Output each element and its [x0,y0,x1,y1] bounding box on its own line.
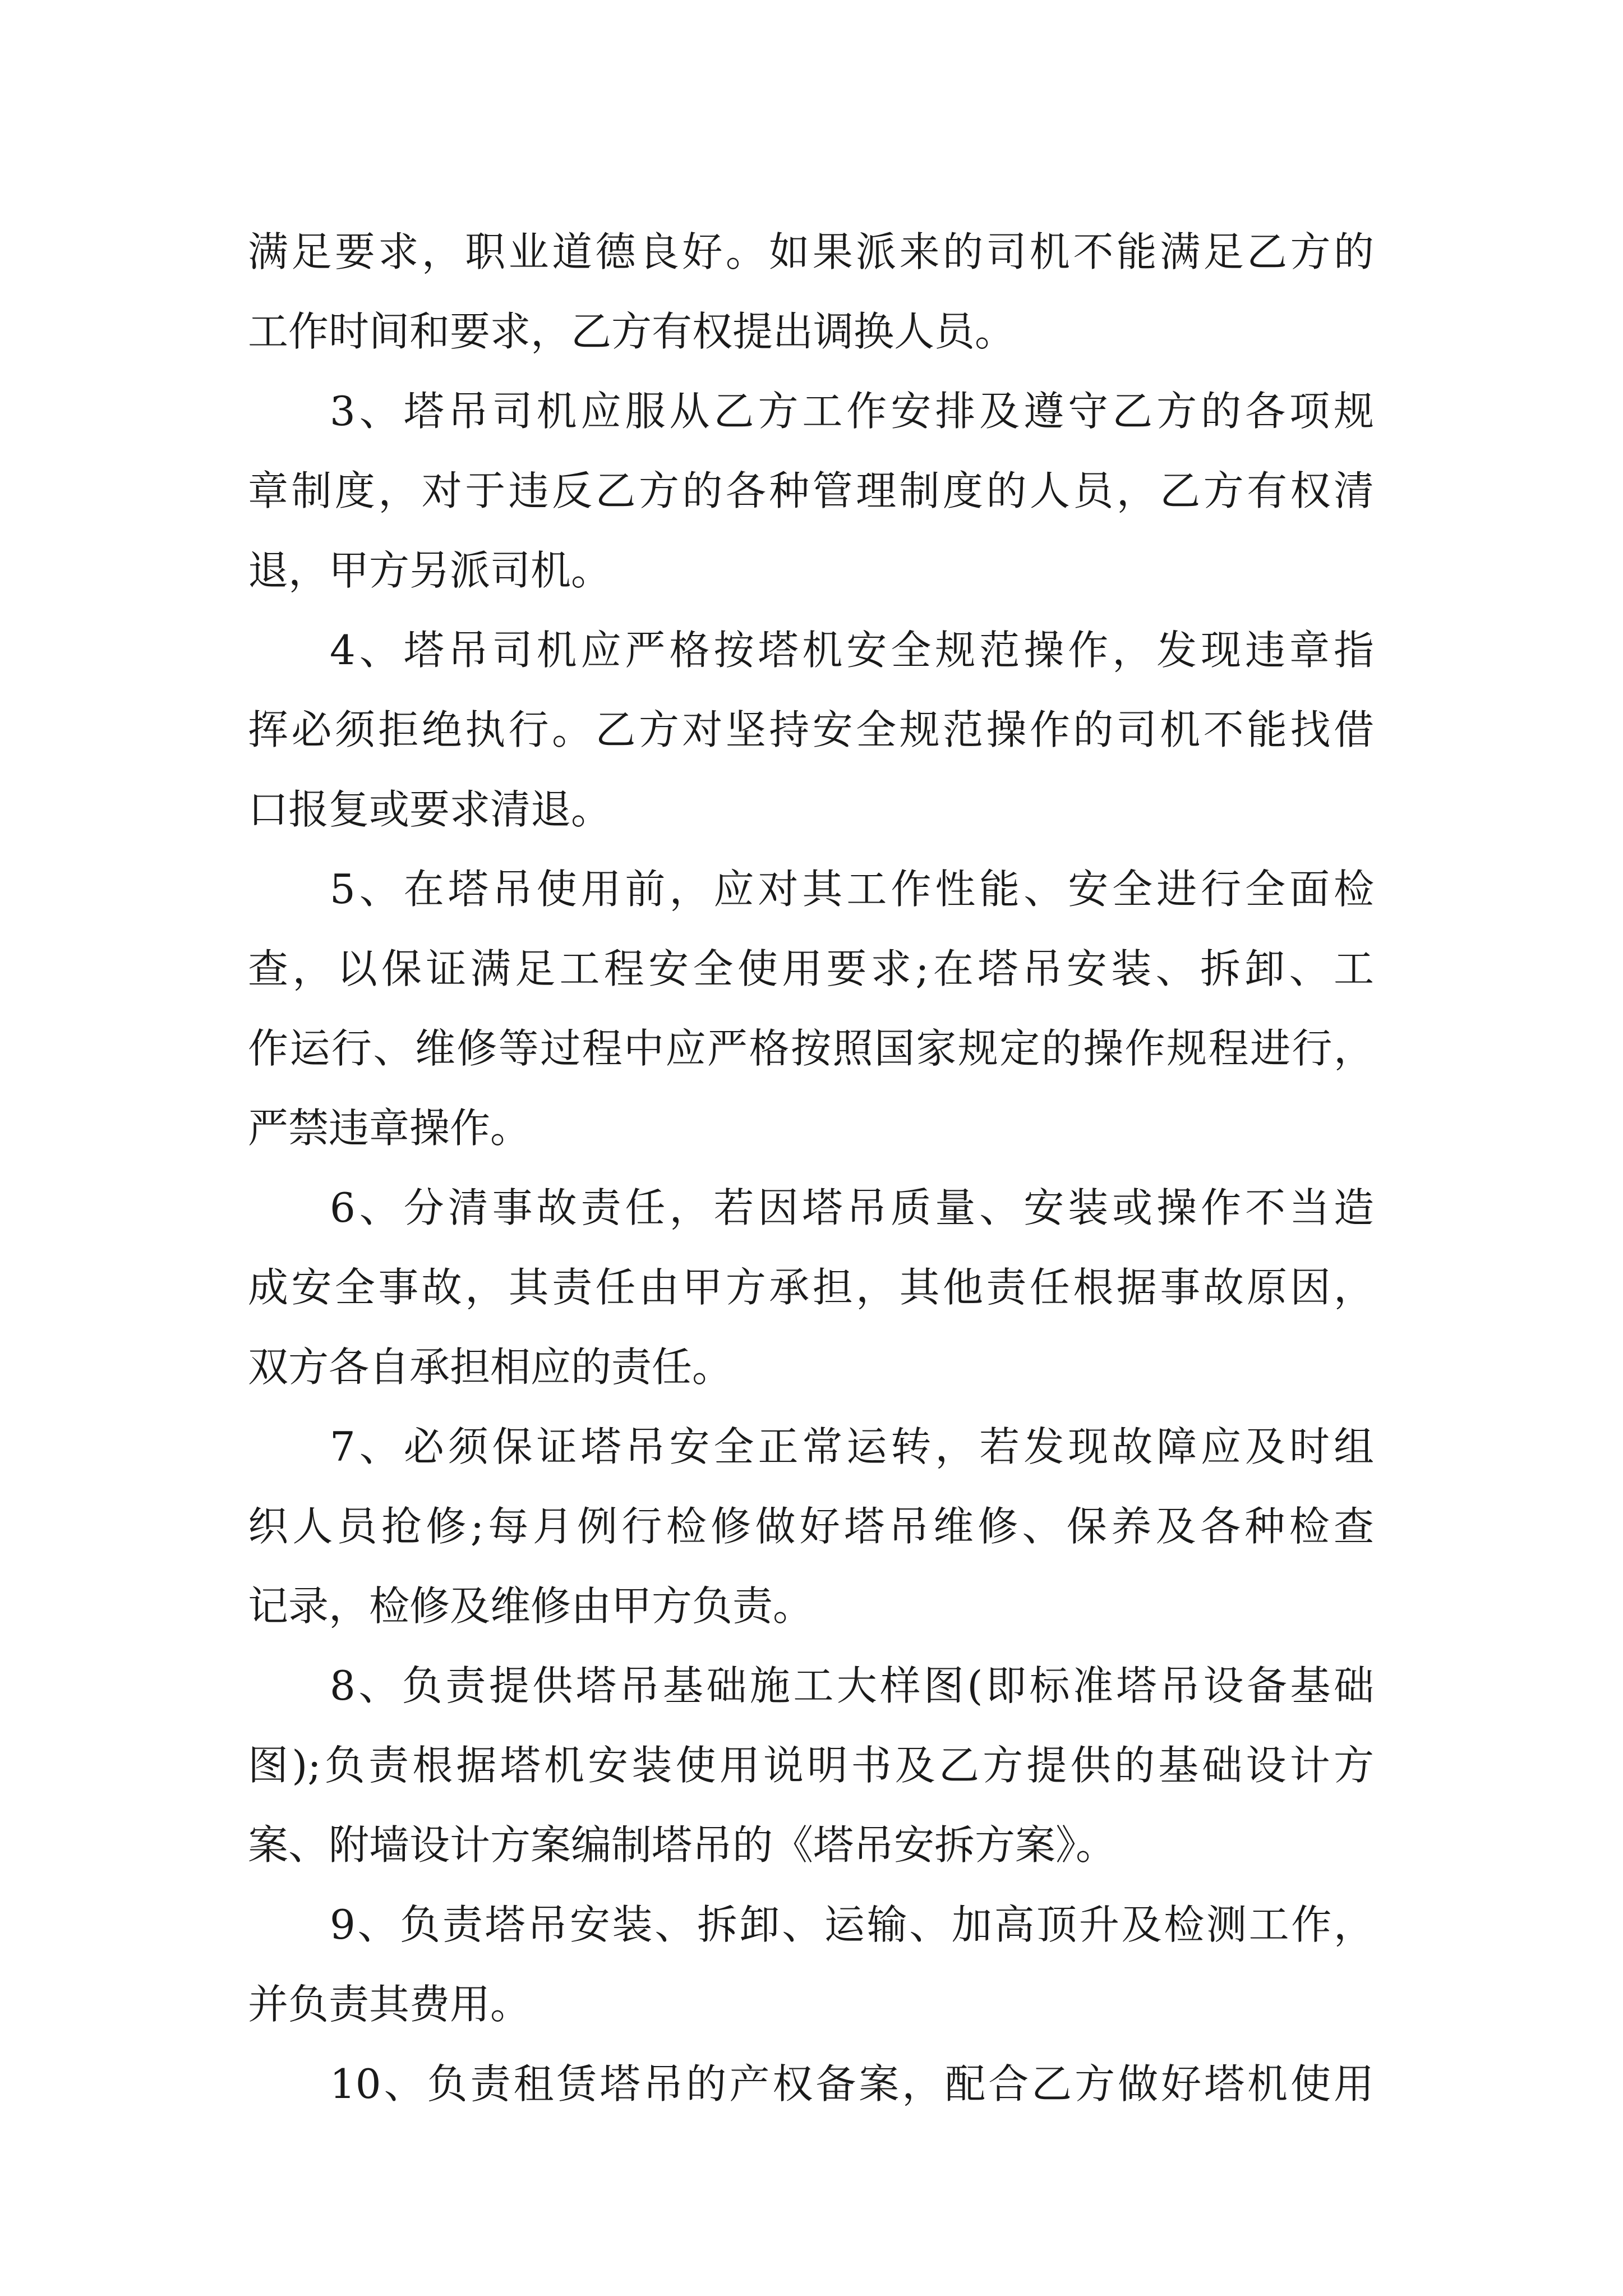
text-line: 满足要求，职业道德良好。如果派来的司机不能满足乙方的 [248,228,1374,275]
paragraph-5-first-line: 5、在塔吊使用前，应对其工作性能、安全进行全面检 [330,866,1374,913]
paragraph-3-first-line: 3、塔吊司机应服从乙方工作安排及遵守乙方的各项规 [330,388,1374,435]
text-line: 严禁违章操作。 [248,1105,531,1152]
text-line: 图);负责根据塔机安装使用说明书及乙方提供的基础设计方 [248,1742,1374,1789]
text-line: 作运行、维修等过程中应严格按照国家规定的操作规程进行， [248,1025,1374,1072]
paragraph-9-first-line: 9、负责塔吊安装、拆卸、运输、加高顶升及检测工作， [330,1901,1374,1948]
text-line: 记录，检修及维修由甲方负责。 [248,1582,814,1630]
text-line: 双方各自承担相应的责任。 [248,1343,733,1391]
paragraph-8-first-line: 8、负责提供塔吊基础施工大样图(即标准塔吊设备基础 [330,1662,1374,1709]
text-line: 章制度，对于违反乙方的各种管理制度的人员，乙方有权清 [248,467,1374,514]
document-body [248,212,1374,2124]
text-line: 织人员抢修;每月例行检修做好塔吊维修、保养及各种检查 [248,1503,1374,1550]
paragraph-6-first-line: 6、分清事故责任，若因塔吊质量、安装或操作不当造 [330,1184,1374,1231]
text-line: 工作时间和要求，乙方有权提出调换人员。 [248,308,1016,355]
text-line: 查，以保证满足工程安全使用要求;在塔吊安装、拆卸、工 [248,945,1374,992]
paragraph-4-first-line: 4、塔吊司机应严格按塔机安全规范操作，发现违章指 [330,627,1374,674]
paragraph-10-first-line: 10、负责租赁塔吊的产权备案，配合乙方做好塔机使用 [330,2060,1374,2108]
text-line: 口报复或要求清退。 [248,786,612,833]
text-line: 退，甲方另派司机。 [248,547,612,594]
text-line: 挥必须拒绝执行。乙方对坚持安全规范操作的司机不能找借 [248,706,1374,753]
paragraph-7-first-line: 7、必须保证塔吊安全正常运转，若发现故障应及时组 [330,1423,1374,1470]
text-line: 案、附墙设计方案编制塔吊的《塔吊安拆方案》。 [248,1821,1117,1869]
text-line: 并负责其费用。 [248,1981,531,2028]
text-line: 成安全事故，其责任由甲方承担，其他责任根据事故原因， [248,1264,1374,1311]
